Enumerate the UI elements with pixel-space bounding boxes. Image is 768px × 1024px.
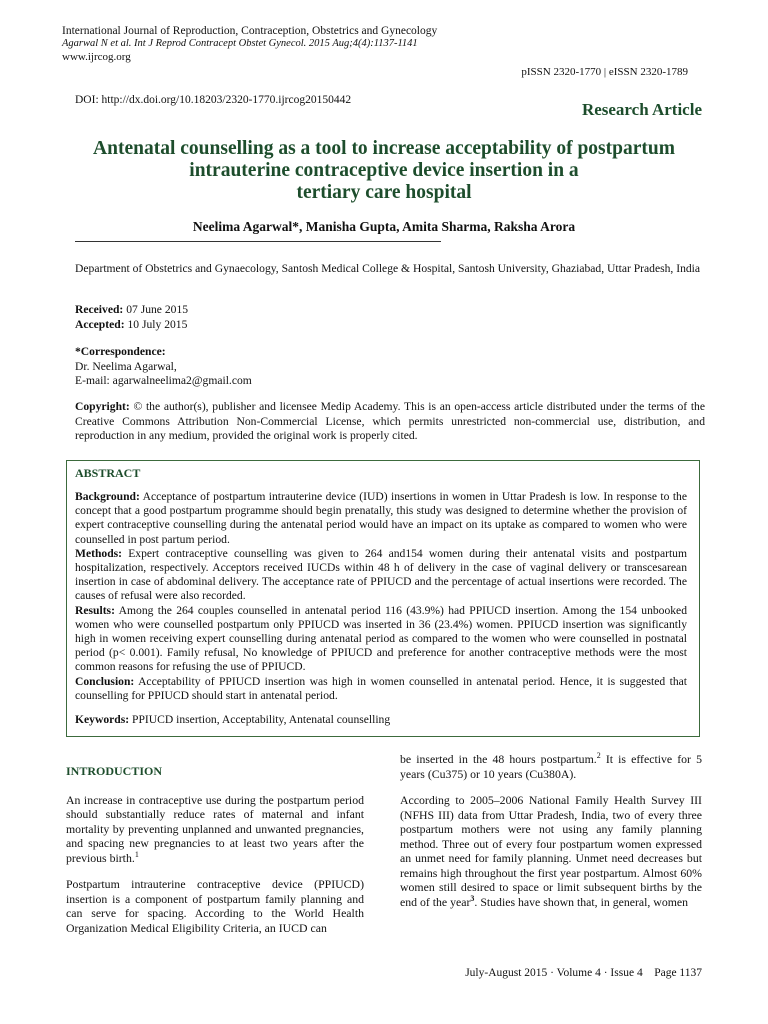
authors: Neelima Agarwal*, Manisha Gupta, Amita Sharma, Raksha Arora xyxy=(192,219,576,234)
journal-name: International Journal of Reproduction, Contraception, Obstetrics and Gynecology xyxy=(62,25,438,37)
journal-website[interactable]: www.ijrcog.org xyxy=(62,51,131,63)
copyright-label: Copyright: xyxy=(75,400,130,413)
introduction-heading: INTRODUCTION xyxy=(66,764,163,778)
author-divider xyxy=(75,241,441,242)
title-line-3: tertiary care hospital xyxy=(296,182,472,203)
methods-text: Expert contraceptive counselling was given to 264 and154 women during their antenatal visits and postpartum hospitalization, respectively. Acceptors received IUCDs within 48 h of delivery in the case of vaginal delivery or transcesarean insertion in case of abdominal delivery. The acceptance rate of PPIUCD and the percentage of actual insertions were recorded. The causes of refusal were also recorded. xyxy=(75,546,687,603)
keywords-text: PPIUCD insertion, Acceptability, Antenatal counselling xyxy=(132,713,391,727)
title-line-2: intrauterine contraceptive device insertion in a xyxy=(189,160,579,181)
intro-r1-text: be inserted in the 48 hours postpartum. xyxy=(400,752,597,766)
background-text: Acceptance of postpartum intrauterine device (IUD) insertions in women in Uttar Pradesh is low. In response to the concept that a good postpartum programme should begin prenatally, this study was designed to determine whether the provision of expert contraceptive counselling during the antenatal period would have an impact on its uptake as compared to women who were counselled in post partum period. xyxy=(75,490,687,546)
abstract-background xyxy=(75,490,687,547)
doi[interactable]: DOI: http://dx.doi.org/10.18203/2320-1770.ijrcog20150442 xyxy=(75,94,352,106)
accepted-date: 10 July 2015 xyxy=(127,317,188,331)
abstract-methods xyxy=(75,547,687,604)
results-text: Among the 264 couples counselled in antenatal period 116 (43.9%) had PPIUCD insertion. Among the 154 unbooked women who were counselled postpartum only PPIUCD was inserted in 36 (23.4%) women. PPIUCD insertion was significantly high in women receiving expert counselling during antenatal period as compared to the women who were counselled in postnatal period (p< 0.001). Family refusal, No knowledge of PPIUCD and preference for another contraceptive methods were the most common reasons for refusing the use of PPIUCD. xyxy=(75,603,687,674)
copyright-text: © the author(s), publisher and licensee Medip Academy. This is an open-access article distributed under the terms of the Creative Commons Attribution Non-Commercial License, which permits unrestricted non-commercial use, distribution, and reproduction in any medium, provided the original work is properly cited. xyxy=(75,400,705,442)
left-column xyxy=(66,764,364,947)
dates xyxy=(75,303,705,332)
affiliation: Department of Obstetrics and Gynaecology, Santosh Medical College & Hospital, Santosh University, Ghaziabad, Uttar Pradesh, India xyxy=(75,262,701,275)
received-label: Received: xyxy=(75,303,124,316)
results-label: Results: xyxy=(75,603,115,617)
abstract-conclusion xyxy=(75,675,687,703)
correspondence xyxy=(75,345,705,389)
methods-label: Methods: xyxy=(75,546,123,560)
intro-paragraph-1 xyxy=(66,793,364,866)
citation: Agarwal N et al. Int J Reprod Contracept Obstet Gynecol. 2015 Aug;4(4):1137-1141 xyxy=(62,38,418,49)
intro-p1-text: An increase in contraceptive use during the postpartum period should substantially reduce rates of maternal and infant mortality by preventing unplanned and unwanted pregnancies, and spacing new pregnancies to at least two years after the previous birth. xyxy=(66,792,364,865)
received-date: 07 June 2015 xyxy=(126,303,189,316)
conclusion-text: Acceptability of PPIUCD insertion was high in women counselled in antenatal period. Hence, it is suggested that counselling for PPIUCD should start in antenatal period. xyxy=(75,674,688,702)
intro-r2-text: According to 2005–2006 National Family Health Survey III (NFHS III) data from Uttar Pradesh, India, two of every three postpartum mothers were not using any family planning method. Three out of every four postpartum women expressed an unmet need for family planning. Unmet need decreases but remains high throughout the first year postpartum. Almost 60% women still desired to space or limit subsequent births by the end of the year xyxy=(400,793,702,909)
issn: pISSN 2320-1770 | eISSN 2320-1789 xyxy=(521,66,688,78)
abstract-body xyxy=(75,490,687,727)
background-label: Background: xyxy=(75,490,140,503)
page-footer: July-August 2015 · Volume 4 · Issue 4 Page 1137 xyxy=(465,967,702,979)
abstract-heading: ABSTRACT xyxy=(75,466,141,480)
copyright xyxy=(75,400,705,444)
abstract-keywords xyxy=(75,713,687,727)
abstract-results xyxy=(75,604,687,675)
conclusion-label: Conclusion: xyxy=(75,674,135,688)
article-type: Research Article xyxy=(581,100,702,119)
intro-paragraph-2: Postpartum intrauterine contraceptive device (PPIUCD) insertion is a component of postpartum family planning and can serve for spacing. According to the World Health Organization Medical Eligibility Criteria, an IUCD can xyxy=(66,877,364,935)
correspondence-email[interactable]: E-mail: agarwalneelima2@gmail.com xyxy=(75,374,252,387)
reference-1[interactable]: 1 xyxy=(134,849,139,859)
intro-paragraph-4 xyxy=(400,793,702,909)
correspondence-label: *Correspondence: xyxy=(75,345,166,358)
title-line-1: Antenatal counselling as a tool to increase acceptability of postpartum xyxy=(93,138,675,159)
reference-2[interactable]: 2 xyxy=(596,751,601,761)
keywords-label: Keywords: xyxy=(75,713,130,727)
article-title xyxy=(60,138,708,204)
intro-r1b-text: It is effective for 5 years (Cu375) or 10 years (Cu380A). xyxy=(400,752,702,781)
correspondence-name: Dr. Neelima Agarwal, xyxy=(75,359,177,373)
right-column xyxy=(400,752,702,921)
accepted-label: Accepted: xyxy=(75,317,125,331)
intro-r2b-text: . Studies have shown that, in general, women xyxy=(474,894,689,909)
reference-3[interactable]: 3 xyxy=(470,893,475,903)
intro-paragraph-3 xyxy=(400,752,702,781)
